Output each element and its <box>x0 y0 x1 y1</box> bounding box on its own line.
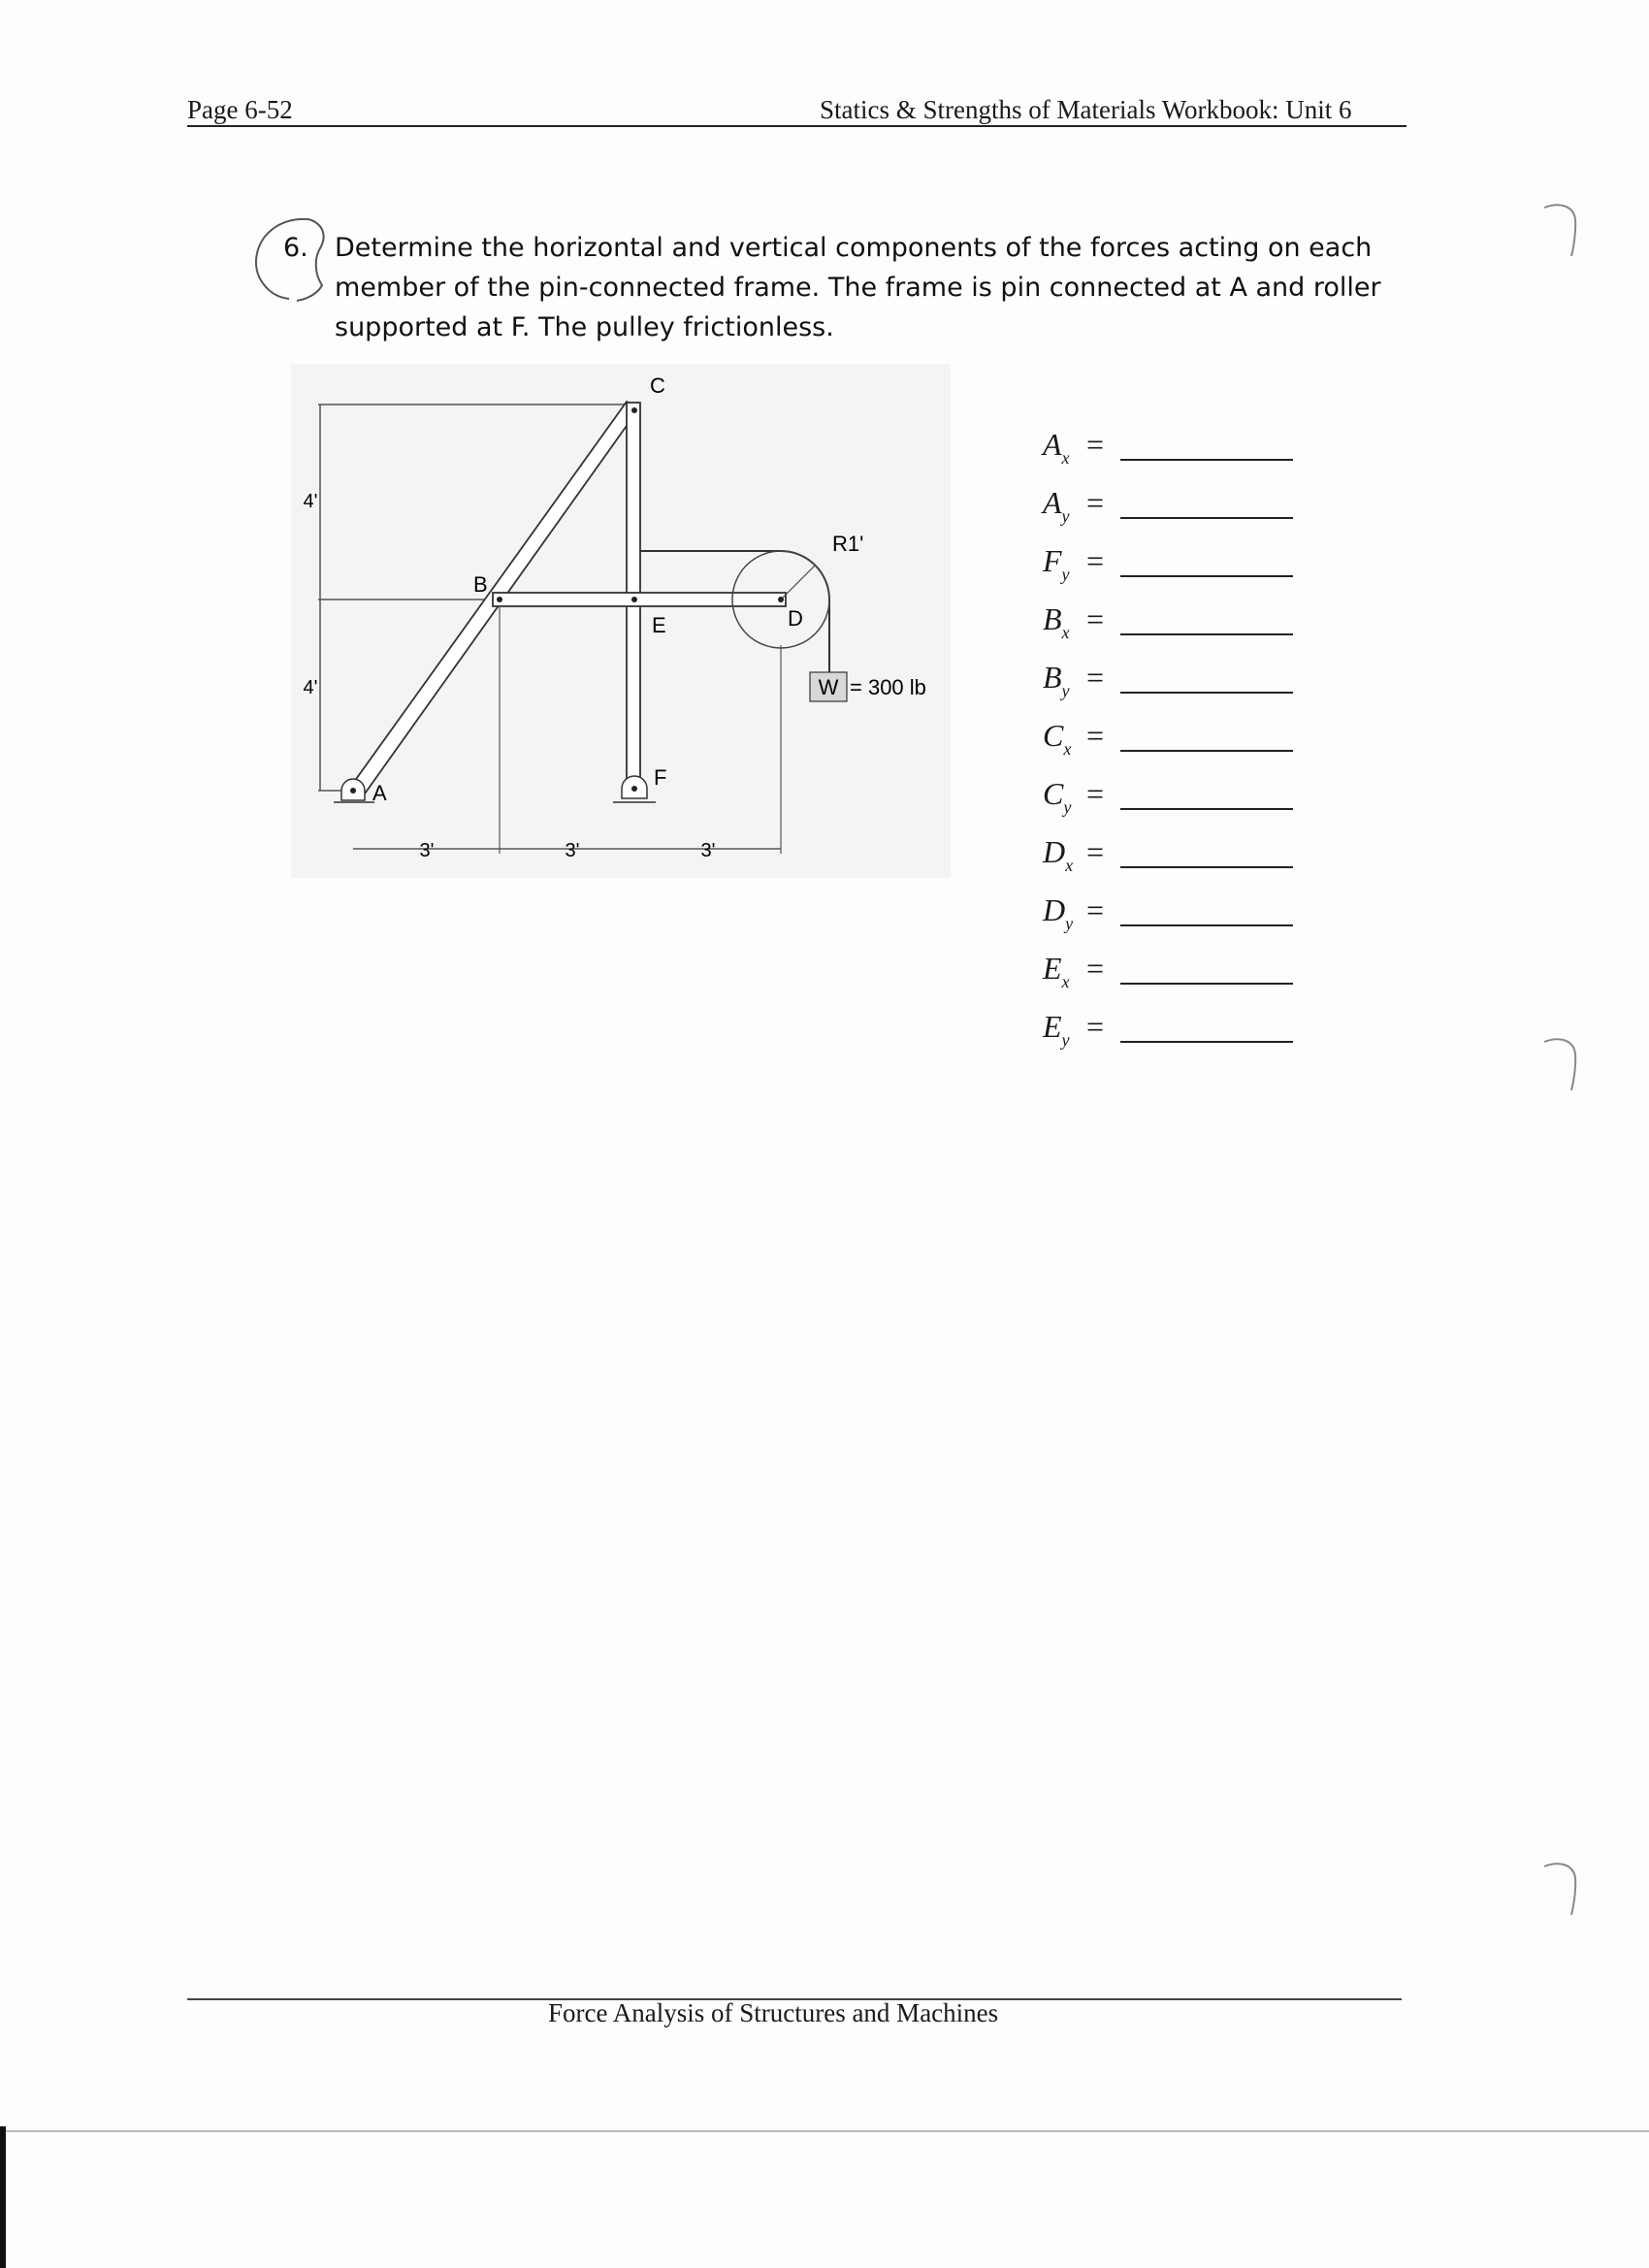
equals-sign: = <box>1086 660 1105 695</box>
frame-diagram <box>291 364 951 878</box>
pin-b <box>497 597 502 602</box>
answer-row-bx[interactable] <box>1043 601 1295 643</box>
pin-f <box>631 786 637 792</box>
binder-hole-mark <box>1542 1028 1581 1096</box>
dim-label-horizontal: 3' <box>419 840 435 861</box>
scan-edge-bar <box>0 2126 6 2268</box>
answer-row-dx[interactable] <box>1043 834 1295 876</box>
workbook-title: Statics & Strengths of Materials Workbook: Unit 6 <box>820 95 1352 124</box>
answer-row-dy[interactable] <box>1043 892 1295 934</box>
page-number: Page 6-52 <box>187 95 293 124</box>
answer-blank[interactable] <box>1120 459 1293 461</box>
dim-label-vertical: 4' <box>303 491 318 512</box>
answer-blank[interactable] <box>1120 808 1293 810</box>
binder-hole-mark <box>1542 1853 1581 1921</box>
answer-label: $B_y$ <box>1043 660 1070 701</box>
equals-sign: = <box>1086 951 1105 986</box>
answer-label: $B_x$ <box>1043 601 1070 643</box>
binder-hole-mark <box>1542 194 1581 262</box>
answer-label: $A_x$ <box>1043 427 1070 469</box>
scan-edge-line <box>0 2130 1649 2132</box>
pin-e <box>631 597 637 602</box>
answer-blank[interactable] <box>1120 924 1293 926</box>
pin-d <box>778 597 784 602</box>
answer-blank[interactable] <box>1120 1041 1293 1043</box>
answer-label: $A_y$ <box>1043 485 1070 527</box>
point-label-b: B <box>473 572 488 597</box>
equals-sign: = <box>1086 601 1105 636</box>
problem-line: member of the pin-connected frame. The frame is pin connected at A and roller <box>335 273 1381 303</box>
weight-value: = 300 lb <box>850 675 926 699</box>
answer-label: $E_x$ <box>1043 951 1070 992</box>
equals-sign: = <box>1086 1009 1105 1044</box>
header-rule <box>187 125 1406 127</box>
equals-sign: = <box>1086 776 1105 811</box>
radius-label: R1' <box>832 532 864 556</box>
pin-a <box>350 788 356 794</box>
answer-row-cy[interactable] <box>1043 776 1295 818</box>
answer-blank[interactable] <box>1120 633 1293 635</box>
answer-label: $C_y$ <box>1043 776 1072 818</box>
answer-row-ay[interactable] <box>1043 485 1295 527</box>
equals-sign: = <box>1086 834 1105 869</box>
answer-label: $D_x$ <box>1043 834 1074 876</box>
figure-background <box>291 364 951 878</box>
problem-text <box>335 228 1649 347</box>
equals-sign: = <box>1086 718 1105 753</box>
point-label-a: A <box>372 781 387 805</box>
problem-line: supported at F. The pulley frictionless. <box>335 312 834 342</box>
dim-label-vertical: 4' <box>303 677 318 698</box>
answer-blank[interactable] <box>1120 750 1293 752</box>
answer-label: $F_y$ <box>1043 543 1070 585</box>
point-label-f: F <box>654 765 667 790</box>
problem-line: Determine the horizontal and vertical components of the forces acting on each <box>335 233 1373 263</box>
dim-label-horizontal: 3' <box>700 840 716 861</box>
problem-number: 6. <box>283 233 308 263</box>
footer-title: Force Analysis of Structures and Machines <box>548 1998 999 2027</box>
answer-row-fy[interactable] <box>1043 543 1295 585</box>
weight-label: W <box>818 675 839 699</box>
answer-blank[interactable] <box>1120 983 1293 985</box>
answer-row-ey[interactable] <box>1043 1009 1295 1051</box>
answer-blank[interactable] <box>1120 692 1293 694</box>
equals-sign: = <box>1086 485 1105 520</box>
point-label-e: E <box>652 613 666 637</box>
answer-row-by[interactable] <box>1043 660 1295 701</box>
point-label-d: D <box>788 606 803 631</box>
pin-c <box>631 407 637 413</box>
dim-label-horizontal: 3' <box>565 840 580 861</box>
answer-label: $E_y$ <box>1043 1009 1070 1051</box>
equals-sign: = <box>1086 543 1105 578</box>
answer-label: $D_y$ <box>1043 892 1074 934</box>
answer-blank[interactable] <box>1120 517 1293 519</box>
answer-blank[interactable] <box>1120 575 1293 577</box>
answer-row-ax[interactable] <box>1043 427 1295 469</box>
answer-row-cx[interactable] <box>1043 718 1295 760</box>
answer-label: $C_x$ <box>1043 718 1072 760</box>
equals-sign: = <box>1086 892 1105 927</box>
member-bd <box>493 593 786 606</box>
point-label-c: C <box>650 373 665 398</box>
answer-blank[interactable] <box>1120 866 1293 868</box>
answer-row-ex[interactable] <box>1043 951 1295 992</box>
equals-sign: = <box>1086 427 1105 462</box>
